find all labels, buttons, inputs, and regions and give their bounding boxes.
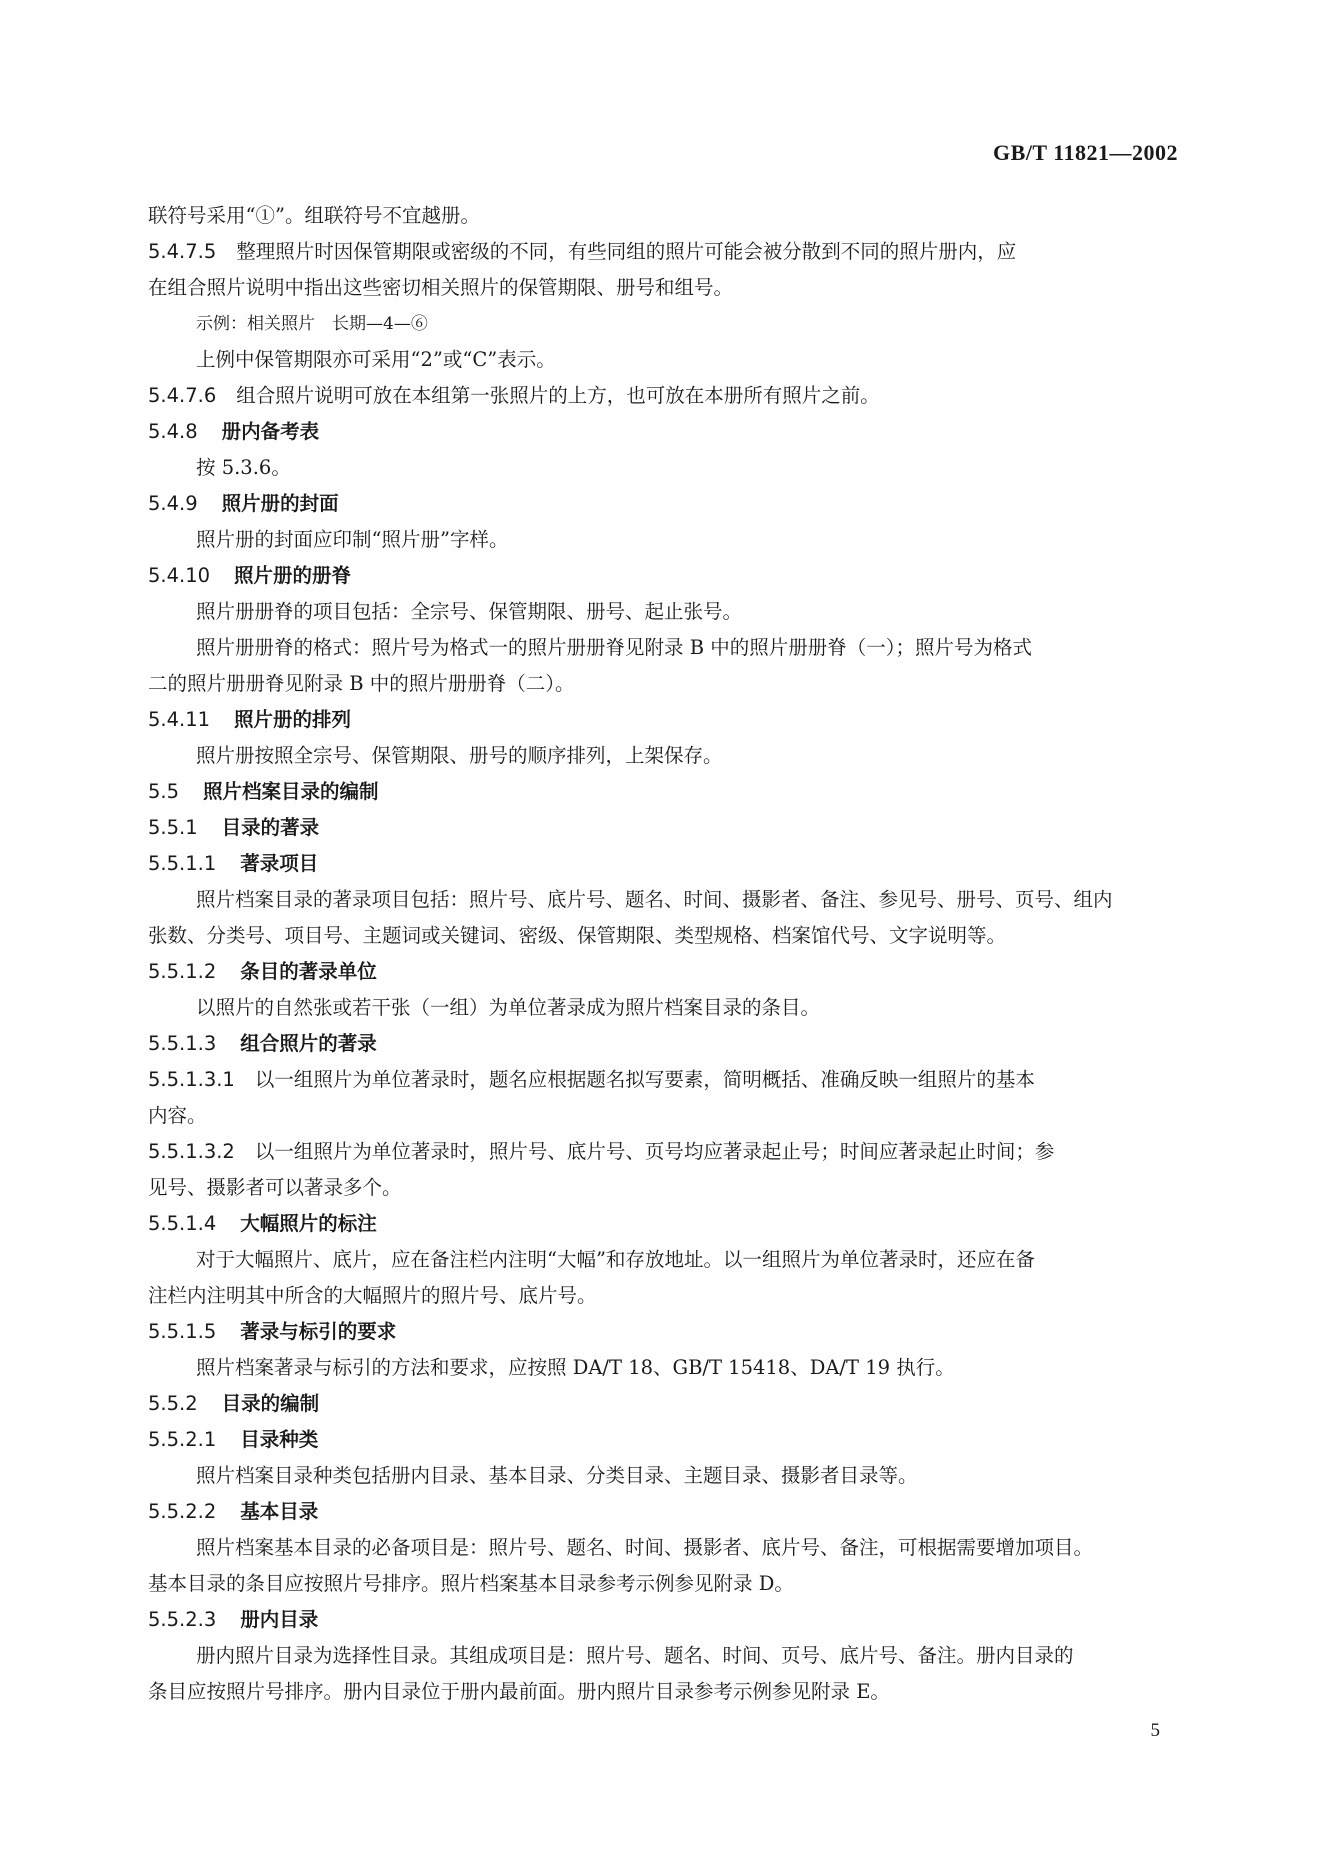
clause-number: 5.5.2.3 <box>148 1608 217 1631</box>
paragraph-line: 照片册的封面应印制“照片册”字样。 <box>196 528 509 551</box>
clause-number: 5.5.1.4 <box>148 1212 217 1235</box>
clause-number: 5.4.10 <box>148 564 211 587</box>
text-line: 联符号采用“①”。组联符号不宜越册。 <box>148 204 480 227</box>
clause-number: 5.4.7.5 <box>148 240 217 263</box>
heading-5-5-2-2: 5.5.2.2 基本目录 <box>148 1500 319 1523</box>
text-line: 条目应按照片号排序。册内目录位于册内最前面。册内照片目录参考示例参见附录 E。 <box>148 1680 890 1703</box>
heading-5-5-1-4: 5.5.1.4 大幅照片的标注 <box>148 1212 377 1235</box>
paragraph-line: 照片册按照全宗号、保管期限、册号的顺序排列，上架保存。 <box>196 744 723 767</box>
example-line: 示例：相关照片 长期—4—⑥ <box>196 314 428 334</box>
paragraph-line: 照片册册脊的格式：照片号为格式一的照片册册脊见附录 B 中的照片册册脊（一）；照片号为格式 <box>196 636 1032 659</box>
heading-5-4-9: 5.4.9 照片册的封面 <box>148 492 339 515</box>
paragraph-line: 照片册册脊的项目包括：全宗号、保管期限、册号、起止张号。 <box>196 600 743 623</box>
clause-number: 5.5.1.1 <box>148 852 217 875</box>
heading-5-4-8: 5.4.8 册内备考表 <box>148 420 320 443</box>
clause-number: 5.5.1.5 <box>148 1320 217 1343</box>
paragraph-line: 以照片的自然张或若干张（一组）为单位著录成为照片档案目录的条目。 <box>196 996 821 1019</box>
text-line: 内容。 <box>148 1104 207 1127</box>
page-number: 5 <box>1150 1720 1160 1741</box>
clause-5-5-1-3-2: 5.5.1.3.2 以一组照片为单位著录时，照片号、底片号、页号均应著录起止号；时间应著录起止时间；参 <box>148 1140 1055 1163</box>
heading-5-5-1-1: 5.5.1.1 著录项目 <box>148 852 319 875</box>
heading-5-5-1-3: 5.5.1.3 组合照片的著录 <box>148 1032 377 1055</box>
heading-5-5: 5.5 照片档案目录的编制 <box>148 780 379 803</box>
standard-code: GB/T 11821—2002 <box>993 140 1178 165</box>
clause-number: 5.5.1 <box>148 816 198 839</box>
clause-number: 5.5.1.3 <box>148 1032 217 1055</box>
paragraph-line: 照片档案目录的著录项目包括：照片号、底片号、题名、时间、摄影者、备注、参见号、册号、页号、组内 <box>196 888 1113 911</box>
paragraph-line: 上例中保管期限亦可采用“2”或“C”表示。 <box>196 348 556 371</box>
clause-number: 5.4.9 <box>148 492 198 515</box>
text-line: 张数、分类号、项目号、主题词或关键词、密级、保管期限、类型规格、档案馆代号、文字说明等。 <box>148 924 1007 947</box>
text-line: 见号、摄影者可以著录多个。 <box>148 1176 402 1199</box>
clause-number: 5.5.2 <box>148 1392 198 1415</box>
clause-number: 5.5.1.3.2 <box>148 1140 235 1163</box>
text-line: 注栏内注明其中所含的大幅照片的照片号、底片号。 <box>148 1284 597 1307</box>
clause-number: 5.4.8 <box>148 420 198 443</box>
page-body <box>148 198 1178 1710</box>
clause-number: 5.5.1.3.1 <box>148 1068 235 1091</box>
paragraph-line: 按 5.3.6。 <box>196 456 291 479</box>
clause-number: 5.5.1.2 <box>148 960 217 983</box>
clause-number: 5.4.11 <box>148 708 211 731</box>
heading-5-4-10: 5.4.10 照片册的册脊 <box>148 564 352 587</box>
clause-number: 5.5 <box>148 780 180 803</box>
paragraph-line: 册内照片目录为选择性目录。其组成项目是：照片号、题名、时间、页号、底片号、备注。册内目录的 <box>196 1644 1074 1667</box>
text-line: 在组合照片说明中指出这些密切相关照片的保管期限、册号和组号。 <box>148 276 734 299</box>
text-line: 基本目录的条目应按照片号排序。照片档案基本目录参考示例参见附录 D。 <box>148 1572 794 1595</box>
clause-5-4-7-6: 5.4.7.6 组合照片说明可放在本组第一张照片的上方，也可放在本册所有照片之前。 <box>148 384 880 407</box>
paragraph-line: 照片档案目录种类包括册内目录、基本目录、分类目录、主题目录、摄影者目录等。 <box>196 1464 918 1487</box>
heading-5-5-2-3: 5.5.2.3 册内目录 <box>148 1608 319 1631</box>
paragraph-line: 对于大幅照片、底片，应在备注栏内注明“大幅”和存放地址。以一组照片为单位著录时，还应在备 <box>196 1248 1035 1271</box>
heading-5-5-2: 5.5.2 目录的编制 <box>148 1392 320 1415</box>
clause-number: 5.4.7.6 <box>148 384 217 407</box>
clause-5-5-1-3-1: 5.5.1.3.1 以一组照片为单位著录时，题名应根据题名拟写要素，简明概括、准确反映一组照片的基本 <box>148 1068 1035 1091</box>
heading-5-5-1-5: 5.5.1.5 著录与标引的要求 <box>148 1320 397 1343</box>
paragraph-line: 照片档案基本目录的必备项目是：照片号、题名、时间、摄影者、底片号、备注，可根据需要增加项目。 <box>196 1536 1094 1559</box>
heading-5-5-1: 5.5.1 目录的著录 <box>148 816 320 839</box>
clause-number: 5.5.2.2 <box>148 1500 217 1523</box>
clause-5-4-7-5: 5.4.7.5 整理照片时因保管期限或密级的不同，有些同组的照片可能会被分散到不同的照片册内，应 <box>148 240 1017 263</box>
text-line: 二的照片册册脊见附录 B 中的照片册册脊（二）。 <box>148 672 575 695</box>
heading-5-5-1-2: 5.5.1.2 条目的著录单位 <box>148 960 377 983</box>
paragraph-line: 照片档案著录与标引的方法和要求，应按照 DA/T 18、GB/T 15418、DA/T 19 执行。 <box>196 1356 955 1379</box>
heading-5-4-11: 5.4.11 照片册的排列 <box>148 708 352 731</box>
heading-5-5-2-1: 5.5.2.1 目录种类 <box>148 1428 319 1451</box>
clause-number: 5.5.2.1 <box>148 1428 217 1451</box>
